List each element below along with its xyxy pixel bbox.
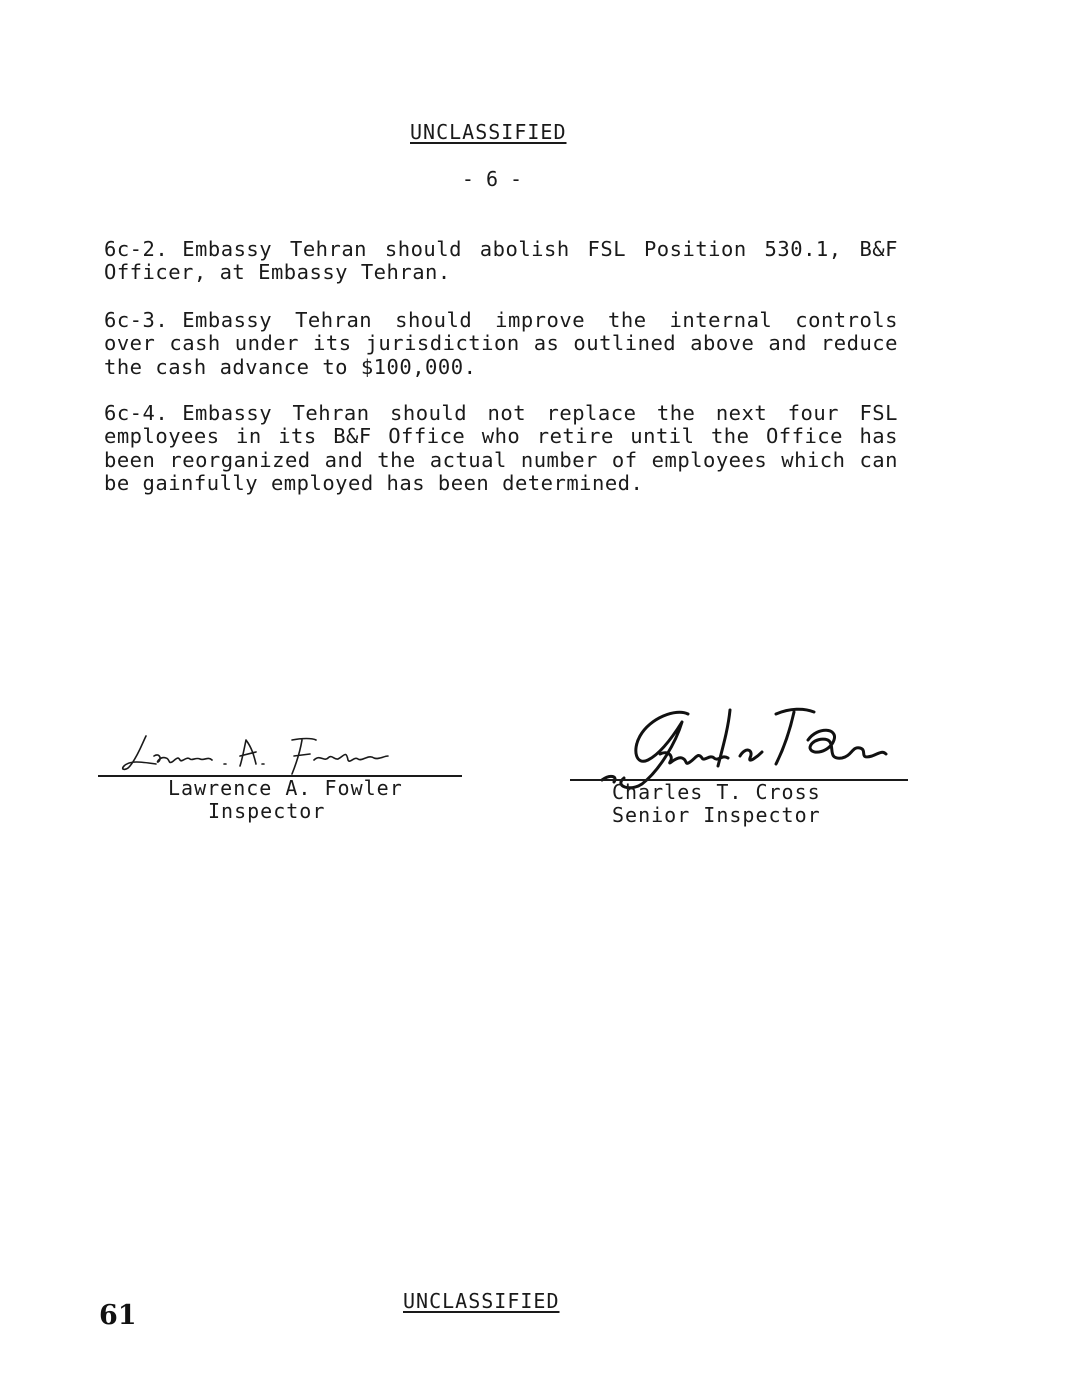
handwritten-signature-icon: [116, 726, 416, 778]
classification-footer: UNCLASSIFIED: [403, 1289, 560, 1313]
folio-number: 61: [99, 1300, 137, 1331]
recommendation-text: Embassy Tehran should not replace the next four FSL employees in its B&F Office who retire until the Office has been reorganized and the actual number of employees which can be gainfully employed has been determined.: [104, 401, 898, 495]
signer-name: Charles T. Cross: [612, 780, 821, 804]
recommendation-text: Embassy Tehran should improve the internal controls over cash under its jurisdiction as outlined above and reduce the cash advance to $100,000.: [104, 308, 898, 379]
signer-title: Senior Inspector: [612, 803, 821, 827]
recommendation-number: 6c-4.: [104, 401, 169, 425]
recommendation-number: 6c-2.: [104, 237, 169, 261]
recommendation-6c-2: [104, 238, 898, 285]
recommendation-text: Embassy Tehran should abolish FSL Position 530.1, B&F Officer, at Embassy Tehran.: [104, 237, 898, 285]
recommendation-6c-4: [104, 402, 898, 495]
page-number: - 6 -: [461, 167, 523, 191]
recommendation-6c-3: [104, 309, 898, 379]
signer-title: Inspector: [208, 799, 326, 823]
signer-name: Lawrence A. Fowler: [168, 776, 403, 800]
recommendation-number: 6c-3.: [104, 308, 169, 332]
classification-header: UNCLASSIFIED: [410, 120, 567, 144]
